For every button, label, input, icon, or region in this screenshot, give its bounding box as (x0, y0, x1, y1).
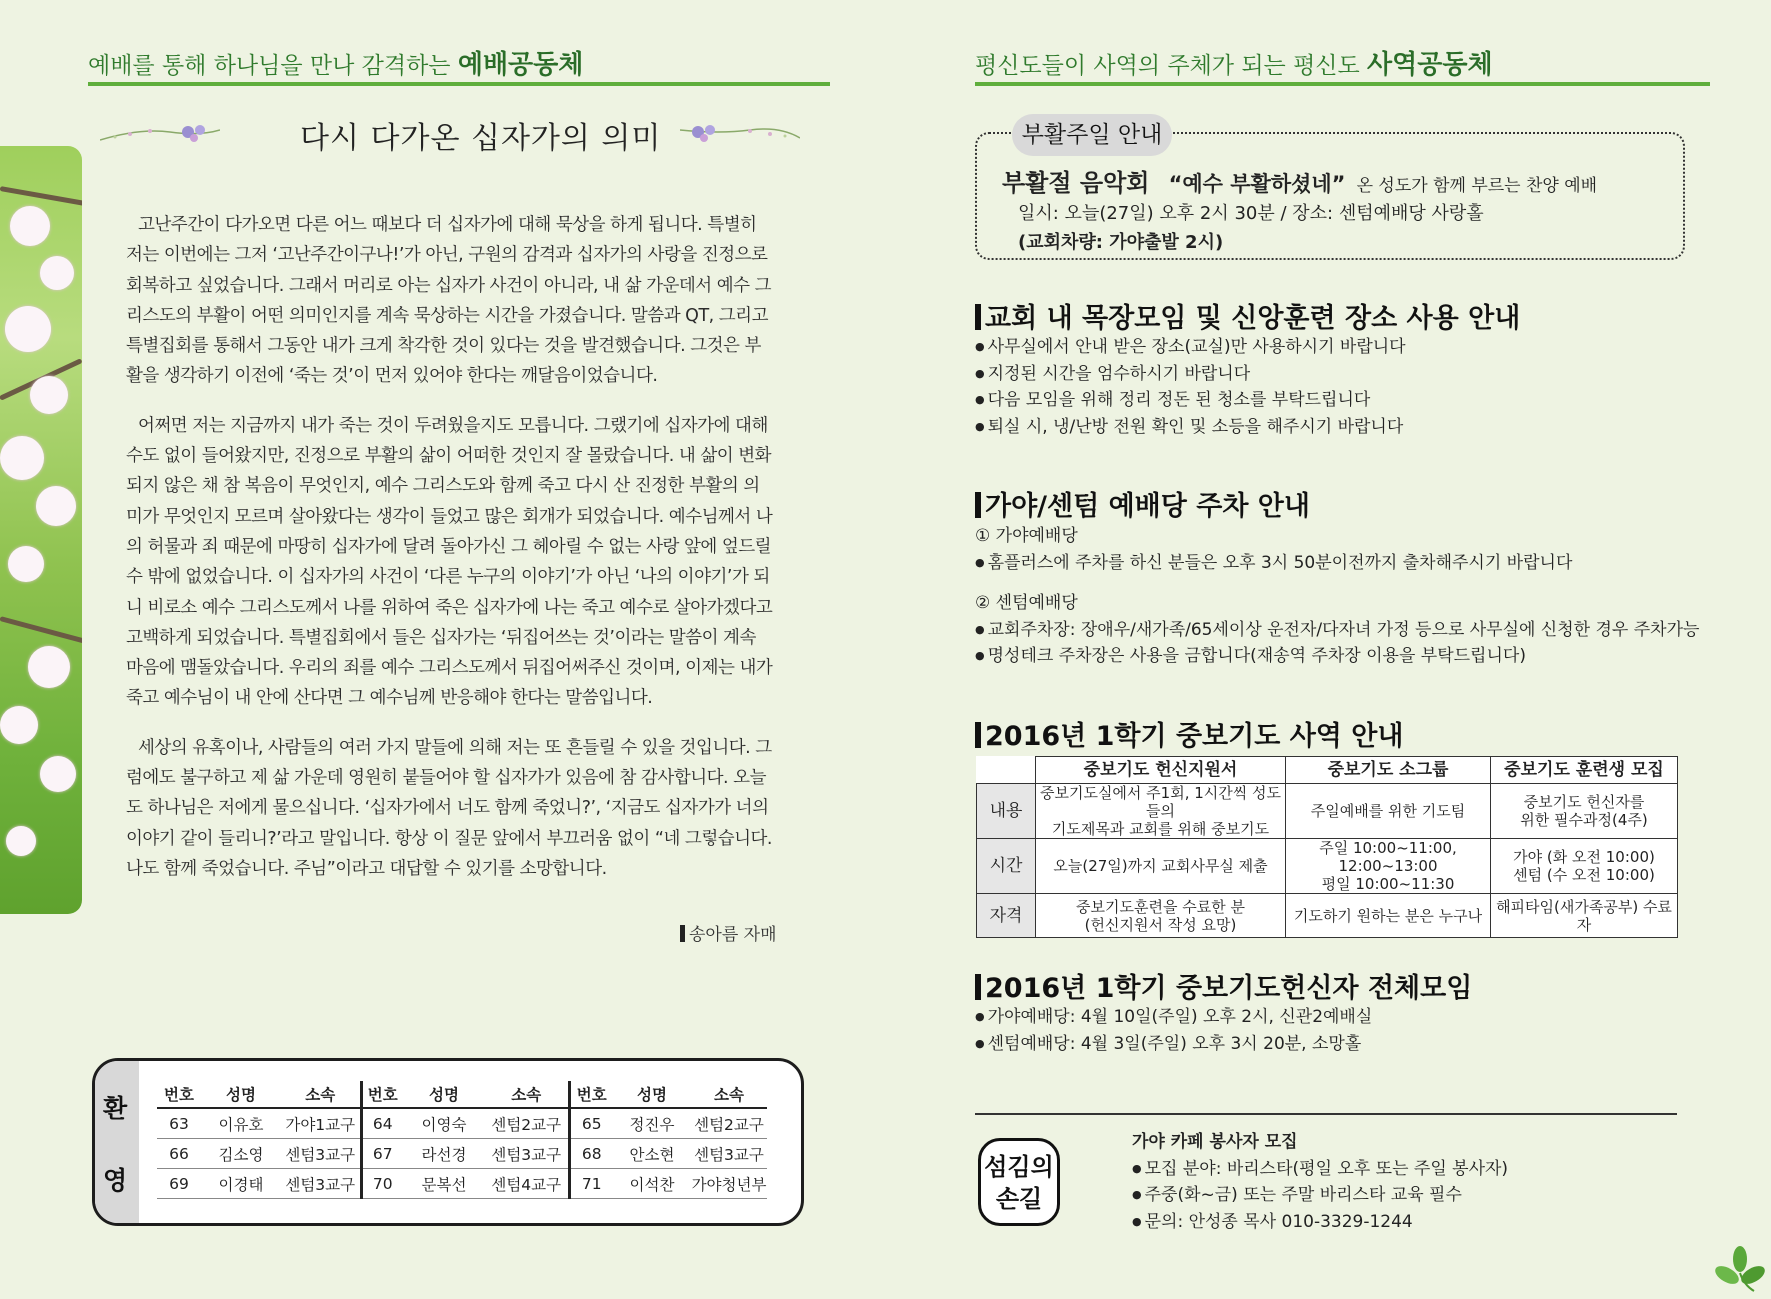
article-paragraph: 세상의 유혹이나, 사람들의 여러 가지 말들에 의해 저는 또 흔들릴 수 있을 것입니다. 그럼에도 불구하고 제 삶 가운데 영원히 붙들어야 할 십자가가 있음에 참 감사합니다. 오늘도 하나님은 저에게 물으십니다. ‘십자가에서 너도 함께 죽었니?’, ‘지금도 십자가가 너의 이야기 같이 들리니?’라고 말입니다. 항상 이 질문 앞에서 부끄러움 없이 “네 그렇습니다. 나도 함께 죽었습니다. 주님”이라고 대답할 수 있기를 소망합니다. (126, 737, 773, 879)
welcome-header-row (157, 1081, 767, 1108)
serve-badge-line: 섬김의 (984, 1153, 1054, 1181)
left-header-prefix: 예배를 통해 하나님을 만나 감격하는 (88, 53, 458, 79)
prayer-cell: 기도하기 원하는 분은 누구나 (1286, 894, 1491, 938)
welcome-cell: 이경태 (201, 1169, 281, 1199)
prayer-cell: 오늘(27일)까지 교회사무실 제출 (1036, 839, 1286, 894)
intercessor-meeting-item: ● 센텀예배당: 4월 3일(주일) 오후 3시 20분, 소망홀 (975, 1031, 1372, 1058)
prayer-cell: 중보기도실에서 주1회, 1시간씩 성도들의 기도제목과 교회를 위해 중보기도 (1036, 784, 1286, 839)
prayer-row-label: 시간 (977, 839, 1036, 894)
prayer-table-row (977, 839, 1678, 894)
serve-badge-line: 손길 (995, 1185, 1043, 1213)
article-paragraph: 고난주간이 다가오면 다른 어느 때보다 더 십자가에 대해 묵상을 하게 됩니다. 특별히 저는 이번에는 그저 ‘고난주간이구나!’가 아닌, 구원의 감격과 십자가의 사랑을 진정으로 회복하고 싶었습니다. 그래서 머리로 아는 십자가 사건이 아니라, 내 삶 가운데서 예수 그리스도의 부활이 어떤 의미인지를 계속 묵상하는 시간을 가졌습니다. 말씀과 QT, 그리고 특별집회를 통해서 그동안 내가 크게 착각한 것이 있다는 것을 발견했습니다. 그것은 부활을 생각하기 이전에 ‘죽는 것’이 먼저 있어야 한다는 깨달음이었습니다. (126, 215, 772, 387)
concert-title: 부활절 음악회 (1002, 169, 1150, 197)
prayer-cell: 중보기도 헌신자를 위한 필수과정(4주) (1491, 784, 1678, 839)
welcome-cell: 센텀3교구 (281, 1139, 361, 1169)
article-title: 다시 다가온 십자가의 의미 (300, 121, 662, 156)
intercessor-meeting-heading: 2016년 1학기 중보기도헌신자 전체모임 (975, 966, 1472, 1005)
welcome-cell: 69 (157, 1169, 201, 1199)
welcome-cell: 64 (361, 1108, 403, 1139)
concert-datetime: 일시: 오늘(27일) 오후 2시 30분 / 장소: 센텀예배당 사랑홀 (1018, 203, 1484, 224)
welcome-table (157, 1081, 767, 1199)
cafe-volunteer-item: ● 주중(화~금) 또는 주말 바리스타 교육 필수 (1132, 1182, 1508, 1209)
concert-line (1002, 163, 1597, 198)
prayer-table-row (977, 784, 1678, 839)
parking-group-label: ② 센텀예배당 (975, 593, 1078, 613)
welcome-row (157, 1108, 767, 1139)
concert-song: “예수 부활하셨네” (1168, 172, 1346, 196)
clover-leaf-icon (1714, 1245, 1766, 1293)
room-usage-item: ● 퇴실 시, 냉/난방 전원 확인 및 소등을 해주시기 바랍니다 (975, 414, 1406, 441)
welcome-cell: 문복선 (403, 1169, 485, 1199)
welcome-cell: 63 (157, 1108, 201, 1139)
prayer-table-header: 중보기도 소그룹 (1286, 757, 1491, 784)
welcome-header-cell: 성명 (613, 1081, 691, 1108)
welcome-cell: 66 (157, 1139, 201, 1169)
right-section-header (975, 44, 1493, 81)
parking-list (975, 523, 1699, 670)
welcome-tab-char: 환 (103, 1094, 128, 1123)
prayer-table-header-row (977, 757, 1678, 784)
welcome-header-cell: 번호 (361, 1081, 403, 1108)
welcome-cell: 70 (361, 1169, 403, 1199)
prayer-table-header: 중보기도 헌신지원서 (1036, 757, 1286, 784)
cafe-volunteer-list (1132, 1129, 1508, 1235)
cafe-volunteer-item: ● 문의: 안성종 목사 010-3329-1244 (1132, 1209, 1508, 1236)
welcome-tab (95, 1061, 139, 1223)
welcome-cell: 68 (569, 1139, 613, 1169)
welcome-header-cell: 번호 (569, 1081, 613, 1108)
intercessor-meeting-list (975, 1004, 1372, 1057)
left-section-header (88, 44, 583, 81)
right-header-rule (975, 82, 1710, 86)
welcome-cell: 정진우 (613, 1108, 691, 1139)
welcome-header-cell: 성명 (403, 1081, 485, 1108)
bottom-divider (975, 1113, 1677, 1115)
cafe-volunteer-title: 가야 카페 봉사자 모집 (1132, 1132, 1298, 1152)
concert-vehicle: (교회차량: 가야출발 2시) (1018, 232, 1224, 253)
welcome-header-cell: 번호 (157, 1081, 201, 1108)
flower-ornament-right-icon (680, 118, 800, 148)
welcome-cell: 센텀3교구 (691, 1139, 767, 1169)
welcome-tab-char: 영 (103, 1166, 128, 1195)
left-header-rule (88, 82, 830, 86)
welcome-cell: 이유호 (201, 1108, 281, 1139)
prayer-table-header: 중보기도 훈련생 모집 (1491, 757, 1678, 784)
welcome-cell: 김소영 (201, 1139, 281, 1169)
welcome-row (157, 1169, 767, 1199)
prayer-row-label: 자격 (977, 894, 1036, 938)
room-usage-heading: 교회 내 목장모임 및 신앙훈련 장소 사용 안내 (975, 296, 1520, 335)
welcome-row (157, 1139, 767, 1169)
welcome-cell: 이영숙 (403, 1108, 485, 1139)
parking-item: ● 홈플러스에 주차를 하신 분들은 오후 3시 50분이전까지 출차해주시기 바랍니다 (975, 550, 1699, 577)
flower-ornament-left-icon (100, 118, 220, 148)
intercessor-meeting-item: ● 가야예배당: 4월 10일(주일) 오후 2시, 신관2예배실 (975, 1004, 1372, 1031)
parking-heading: 가야/센텀 예배당 주차 안내 (975, 484, 1310, 523)
parking-group-label: ① 가야예배당 (975, 526, 1078, 546)
welcome-header-cell: 성명 (201, 1081, 281, 1108)
welcome-cell: 가야1교구 (281, 1108, 361, 1139)
prayer-cell: 해피타임(새가족공부) 수료자 (1491, 894, 1678, 938)
prayer-table-row (977, 894, 1678, 938)
welcome-header-cell: 소속 (485, 1081, 569, 1108)
concert-description: 온 성도가 함께 부르는 찬양 예배 (1356, 176, 1598, 196)
room-usage-list (975, 334, 1406, 440)
left-header-bold: 예배공동체 (457, 50, 584, 80)
article-body (126, 210, 776, 903)
easter-notice-tag: 부활주일 안내 (1012, 114, 1172, 156)
welcome-header-cell: 소속 (281, 1081, 361, 1108)
welcome-cell: 센텀3교구 (281, 1169, 361, 1199)
cafe-volunteer-item: ● 모집 분야: 바리스타(평일 오후 또는 주일 봉사자) (1132, 1156, 1508, 1183)
welcome-cell: 센텀4교구 (485, 1169, 569, 1199)
welcome-header-cell: 소속 (691, 1081, 767, 1108)
welcome-cell: 안소현 (613, 1139, 691, 1169)
welcome-cell: 가야청년부 (691, 1169, 767, 1199)
prayer-ministry-heading: 2016년 1학기 중보기도 사역 안내 (975, 714, 1403, 753)
prayer-cell: 주일예배를 위한 기도팀 (1286, 784, 1491, 839)
welcome-cell: 71 (569, 1169, 613, 1199)
welcome-cell: 센텀2교구 (485, 1108, 569, 1139)
article-author: 송아름 자매 (680, 920, 777, 945)
parking-item: ● 교회주차장: 장애우/새가족/65세이상 운전자/다자녀 가정 등으로 사무실에 신청한 경우 주차가능 (975, 617, 1699, 644)
room-usage-item: ● 다음 모임을 위해 정리 정돈 된 청소를 부탁드립니다 (975, 387, 1406, 414)
welcome-cell: 67 (361, 1139, 403, 1169)
prayer-row-label: 내용 (977, 784, 1036, 839)
prayer-cell: 가야 (화 오전 10:00) 센텀 (수 오전 10:00) (1491, 839, 1678, 894)
welcome-cell: 라선경 (403, 1139, 485, 1169)
cherry-blossom-photo (0, 146, 82, 914)
welcome-cell: 센텀3교구 (485, 1139, 569, 1169)
welcome-cell: 센텀2교구 (691, 1108, 767, 1139)
parking-item: ● 명성테크 주차장은 사용을 금합니다(재송역 주차장 이용을 부탁드립니다) (975, 643, 1699, 670)
prayer-cell: 중보기도훈련을 수료한 분 (헌신지원서 작성 요망) (1036, 894, 1286, 938)
welcome-box (92, 1058, 804, 1226)
right-header-bold: 사역공동체 (1367, 50, 1493, 80)
welcome-cell: 65 (569, 1108, 613, 1139)
right-header-prefix: 평신도들이 사역의 주체가 되는 평신도 (975, 53, 1368, 79)
room-usage-item: ● 사무실에서 안내 받은 장소(교실)만 사용하시기 바랍니다 (975, 334, 1406, 361)
prayer-cell: 주일 10:00~11:00, 12:00~13:00 평일 10:00~11:30 (1286, 839, 1491, 894)
article-paragraph: 어쩌면 저는 지금까지 내가 죽는 것이 두려웠을지도 모릅니다. 그랬기에 십자가에 대해 수도 없이 들어왔지만, 진정으로 부활의 삶이 어떠한 것인지 잘 몰랐습니다. 내 삶이 변화되지 않은 채 참 복음이 무엇인지, 예수 그리스도와 함께 죽고 다시 산 진정한 부활의 의미가 무엇인지 모르며 살아왔다는 생각이 들었고 많은 회개가 되었습니다. 예수님께서 나의 허물과 죄 때문에 마땅히 십자가에 달려 돌아가신 그 헤아릴 수 없는 사랑 앞에 엎드릴 수 밖에 없었습니다. 이 십자가의 사건이 ‘다른 누구의 이야기’가 아닌 ‘나의 이야기’가 되니 비로소 예수 그리스도께서 나를 위하여 죽은 십자가에 나는 죽고 예수로 살아가겠다고 고백하게 되었습니다. 특별집회에서 들은 십자가는 ‘뒤집어쓰는 것’이라는 말씀이 계속 마음에 맴돌았습니다. 우리의 죄를 예수 그리스도께서 뒤집어써주신 것이며, 이제는 내가 죽고 예수님이 내 안에 산다면 그 예수님께 반응해야 한다는 말씀입니다. (126, 415, 773, 709)
prayer-ministry-table (976, 756, 1678, 938)
serve-badge (978, 1138, 1060, 1226)
room-usage-item: ● 지정된 시간을 엄수하시기 바랍니다 (975, 361, 1406, 388)
welcome-cell: 이석찬 (613, 1169, 691, 1199)
